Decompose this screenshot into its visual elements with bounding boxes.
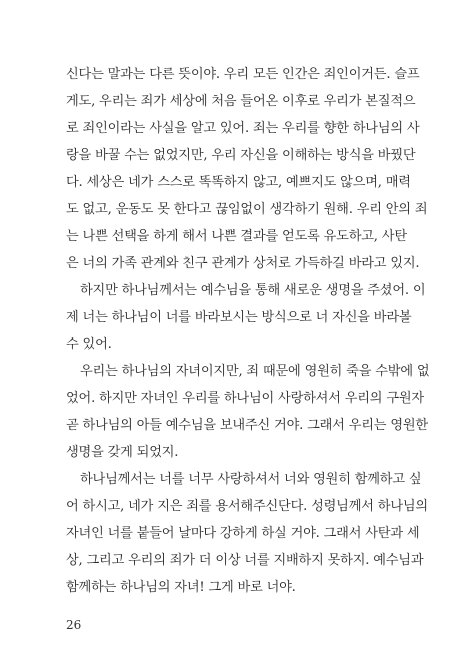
text-line: 는 나쁜 선택을 하게 해서 나쁜 결과를 얻도록 유도하고, 사탄 (66, 229, 407, 244)
text-line: 다. 세상은 네가 스스로 똑똑하지 않고, 예쁘지도 않으며, 매력 (66, 175, 411, 190)
page-number: 26 (66, 618, 82, 632)
text-line: 하나님께서는 너를 너무 사랑하셔서 너와 영원히 함께하고 싶 (80, 472, 422, 487)
text-line: 게도, 우리는 죄가 세상에 처음 들어온 이후로 우리가 본질적으 (66, 94, 416, 109)
text-line: 은 너의 가족 관계와 친구 관계가 상처로 가득하길 바라고 있지. (66, 256, 420, 271)
text-line: 곧 하나님의 아들 예수님을 보내주신 거야. 그래서 우리는 영원한 (66, 418, 428, 433)
text-line: 었어. 하지만 자녀인 우리를 하나님이 사랑하셔서 우리의 구원자 (66, 391, 424, 406)
text-line: 제 너는 하나님이 너를 바라보시는 방식으로 너 자신을 바라볼 (66, 310, 412, 325)
text-line: 자녀인 너를 붙들어 날마다 강하게 하실 거야. 그래서 사탄과 세 (66, 526, 420, 541)
text-line: 상, 그리고 우리의 죄가 더 이상 너를 지배하지 못하지. 예수님과 (66, 553, 424, 568)
text-line: 우리는 하나님의 자녀이지만, 죄 때문에 영원히 죽을 수밖에 없 (80, 364, 430, 379)
text-line: 도 없고, 운동도 못 한다고 끊임없이 생각하기 원해. 우리 안의 죄 (66, 202, 428, 217)
text-line: 하지만 하나님께서는 예수님을 통해 새로운 생명을 주셨어. 이 (80, 283, 426, 298)
text-line: 수 있어. (66, 337, 112, 352)
text-line: 생명을 갖게 되었지. (66, 445, 179, 460)
text-line: 랑을 바꿀 수는 없었지만, 우리 자신을 이해하는 방식을 바꿨단 (66, 148, 416, 163)
text-line: 어 하시고, 네가 지은 죄를 용서해주신단다. 성령님께서 하나님의 (66, 499, 428, 514)
text-line: 로 죄인이라는 사실을 알고 있어. 죄는 우리를 향한 하나님의 사 (66, 121, 420, 136)
text-line: 신다는 말과는 다른 뜻이야. 우리 모든 인간은 죄인이거든. 슬프 (66, 67, 420, 82)
text-line: 함께하는 하나님의 자녀! 그게 바로 너야. (66, 580, 296, 595)
